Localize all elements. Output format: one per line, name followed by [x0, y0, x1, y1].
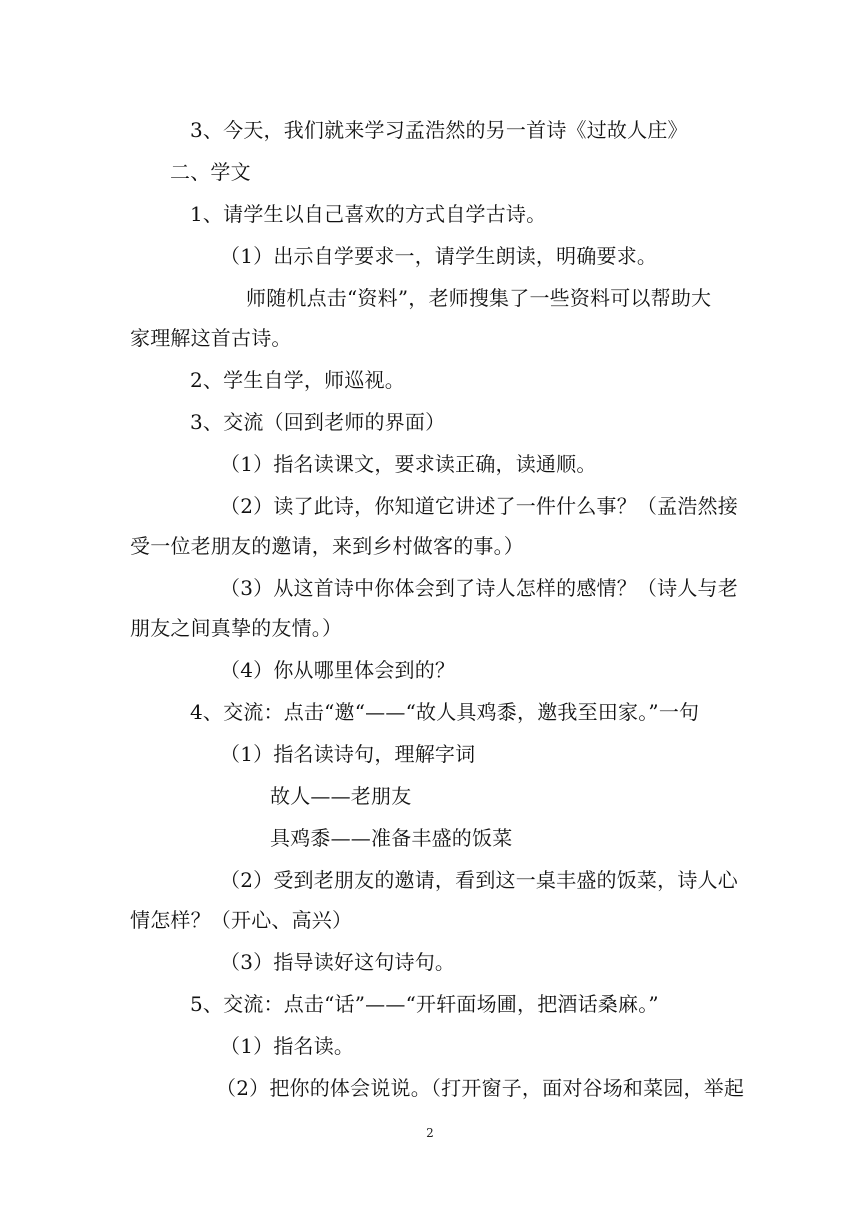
- text-line-10: （2）读了此诗，你知道它讲述了一件什么事？（孟浩然接: [220, 494, 738, 518]
- text-line-4: （1）出示自学要求一，请学生朗读，明确要求。: [220, 244, 658, 268]
- text-line-24: （2）把你的体会说说。（打开窗子，面对谷场和菜园，举起: [216, 1076, 745, 1100]
- text-line-8: 3、交流（回到老师的界面）: [190, 410, 446, 434]
- text-line-21: （3）指导读好这句诗句。: [220, 950, 456, 974]
- text-line-6: 家理解这首古诗。: [130, 326, 292, 350]
- text-line-14: （4）你从哪里体会到的？: [220, 658, 456, 682]
- text-line-13: 朋友之间真挚的友情。）: [130, 616, 343, 640]
- text-line-18: 具鸡黍——准备丰盛的饭菜: [270, 826, 513, 850]
- text-line-7: 2、学生自学，师巡视。: [190, 368, 405, 392]
- text-line-22: 5、交流：点击“话”——“开轩面场圃，把酒话桑麻。”: [190, 992, 659, 1016]
- text-line-20: 情怎样？（开心、高兴）: [130, 908, 353, 932]
- text-line-17: 故人——老朋友: [270, 784, 412, 808]
- text-line-3: 1、请学生以自己喜欢的方式自学古诗。: [190, 202, 547, 226]
- text-line-9: （1）指名读课文，要求读正确，读通顺。: [220, 452, 597, 476]
- text-line-5: 师随机点击“资料”，老师搜集了一些资料可以帮助大: [246, 286, 712, 310]
- page-number: 2: [426, 1126, 434, 1140]
- text-line-16: （1）指名读诗句，理解字词: [220, 742, 476, 766]
- text-line-15: 4、交流：点击“邀“——“故人具鸡黍，邀我至田家。”一句: [190, 700, 700, 724]
- text-line-19: （2）受到老朋友的邀请，看到这一桌丰盛的饭菜，诗人心: [220, 868, 738, 892]
- text-line-11: 受一位老朋友的邀请，来到乡村做客的事。）: [130, 534, 524, 558]
- text-line-23: （1）指名读。: [220, 1034, 355, 1058]
- text-line-12: （3）从这首诗中你体会到了诗人怎样的感情？（诗人与老: [220, 576, 738, 600]
- text-line-1: 3、今天，我们就来学习孟浩然的另一首诗《过故人庄》: [190, 118, 688, 142]
- section-heading: 二、学文: [170, 160, 251, 184]
